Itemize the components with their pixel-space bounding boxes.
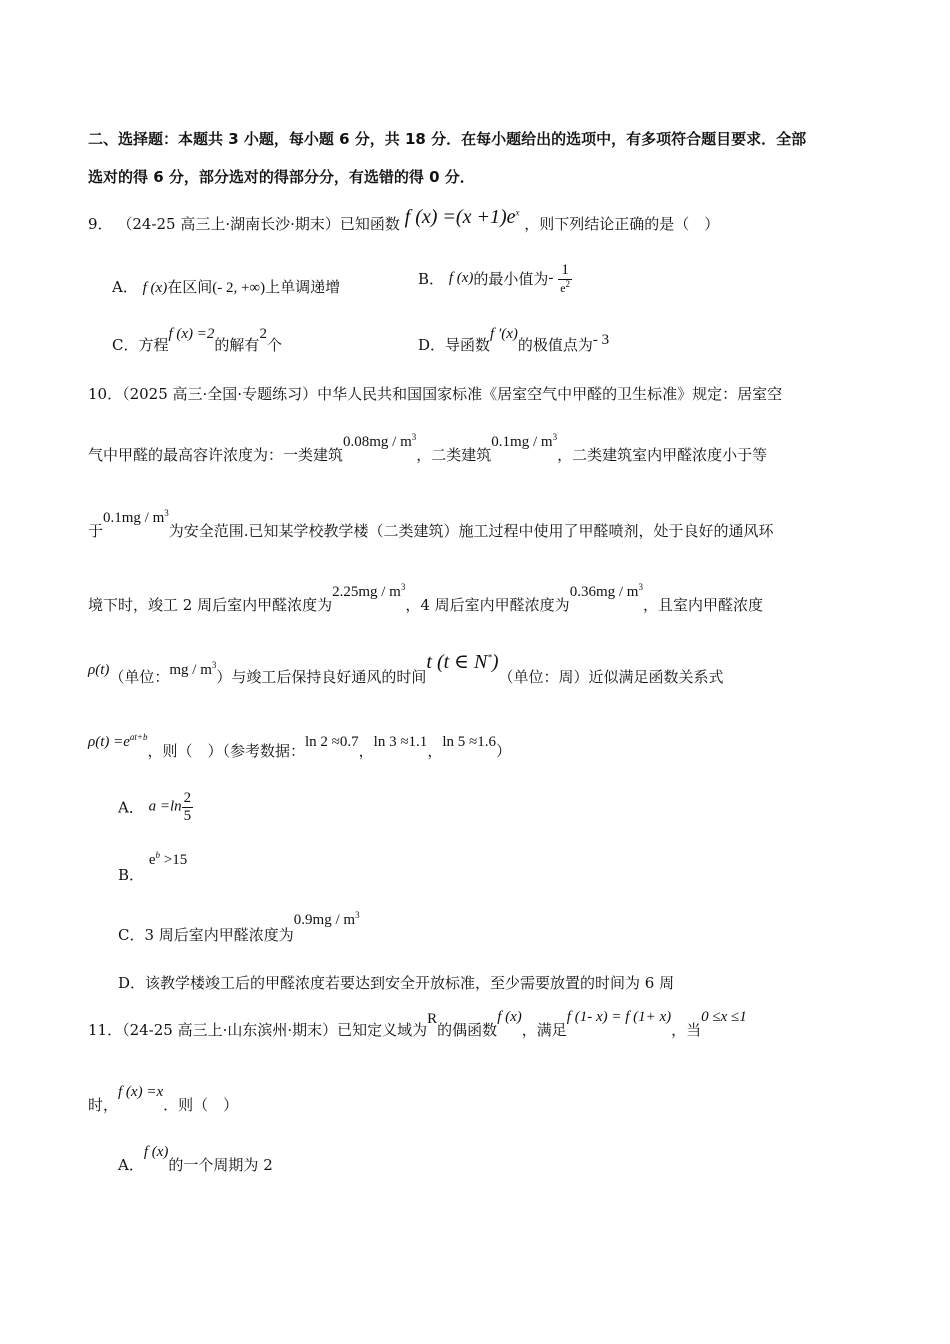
q10-limit-class1: $0.08mg / m^3$ (343, 432, 417, 450)
q9-source: （24-25 高三上·湖南长沙·期末）已知函数 (117, 215, 400, 233)
q10-stem-line4: 境下时，竣工 2 周后室内甲醛浓度为$2.25mg / m^3$，4 周后室内甲醛浓度为$0.36mg / m^3$，且室内甲醛浓度 (88, 582, 763, 614)
q9-number: 9． (88, 215, 113, 233)
q9-b-fraction: $\frac{1}{e^2}$ (560, 262, 571, 295)
q11-option-a[interactable]: A．f (x)的一个周期为 2 (118, 1144, 273, 1174)
q10-option-a[interactable]: A． a =ln $\frac{2}{5}$ (118, 790, 192, 824)
q10-week2-value: $2.25mg / m^3$ (332, 582, 406, 600)
q11-stem-line1: 11．（24-25 高三上·山东滨州·期末）已知定义域为R的偶函数f (x)，满足f (1- x) = f (1+ x)，当0 ≤x ≤1 (88, 1009, 747, 1039)
q9-function: f $(x) =(x +1)e^x$ (404, 206, 520, 228)
q10-option-d[interactable]: D．该教学楼竣工后的甲醛浓度若要达到安全开放标准，至少需要放置的时间为 6 周 (118, 974, 675, 992)
q11-stem-line2: 时，f (x) =x．则（ ） (88, 1084, 239, 1114)
section-instructions-line1: 二、选择题：本题共 3 小题，每小题 6 分，共 18 分．在每小题给出的选项中，有多项符合题目要求．全部 (88, 130, 807, 148)
q10-a-fraction: $\frac{2}{5}$ (183, 790, 192, 824)
q10-stem-line3: 于$0.1mg / m^3$为安全范围.已知某学校教学楼（二类建筑）施工过程中使用了甲醛喷剂，处于良好的通风环 (88, 508, 774, 540)
q9-option-d[interactable]: D．导函数f ′(x)的极值点为- 3 (418, 326, 610, 354)
q9-option-a[interactable]: A． f (x)在区间(- 2, +∞)上单调递增 (112, 278, 341, 296)
q10-number: 10． (88, 385, 123, 403)
q11-number: 11． (88, 1021, 123, 1039)
q10-safe-limit: $0.1mg / m^3$ (103, 508, 169, 526)
q10-stem-line1: 10．（2025 高三·全国·专题练习）中华人民共和国国家标准《居室空气中甲醛的卫生标准》规定：居室空 (88, 385, 783, 403)
q9-tail: ，则下列结论正确的是（ ） (524, 215, 720, 233)
q10-week4-value: $0.36mg / m^3$ (569, 582, 643, 600)
section-instructions-line2: 选对的得 6 分，部分选对的得部分分，有选错的得 0 分． (88, 168, 475, 186)
q10-stem-line5: ρ(t)（单位：mg / $m^3$）与竣工后保持良好通风的时间t (t ∈ N*)（单位：周）近似满足函数关系式 (88, 651, 724, 686)
q9-stem (88, 206, 720, 235)
q10-option-b[interactable]: B． $e^b >15$ (118, 850, 188, 884)
q10-stem-line2: 气中甲醛的最高容许浓度为：一类建筑$0.08mg / m^3$，二类建筑$0.1mg / m^3$，二类建筑室内甲醛浓度小于等 (88, 432, 768, 464)
q10-option-c[interactable]: C．3 周后室内甲醛浓度为$0.9mg / m^3$ (118, 910, 360, 944)
q9-option-c[interactable]: C．方程f (x) =2的解有2个 (112, 326, 282, 354)
q9-option-b[interactable]: B． f (x)的最小值为- $\frac{1}{e^2}$ (418, 262, 571, 295)
q10-stem-line6: $\rho(t) =e^{at+b}$，则（ ）（参考数据：ln 2 ≈0.7，ln 3 ≈1.1，ln 5 ≈1.6） (88, 732, 511, 760)
q10-limit-class2: $0.1mg / m^3$ (491, 432, 558, 450)
